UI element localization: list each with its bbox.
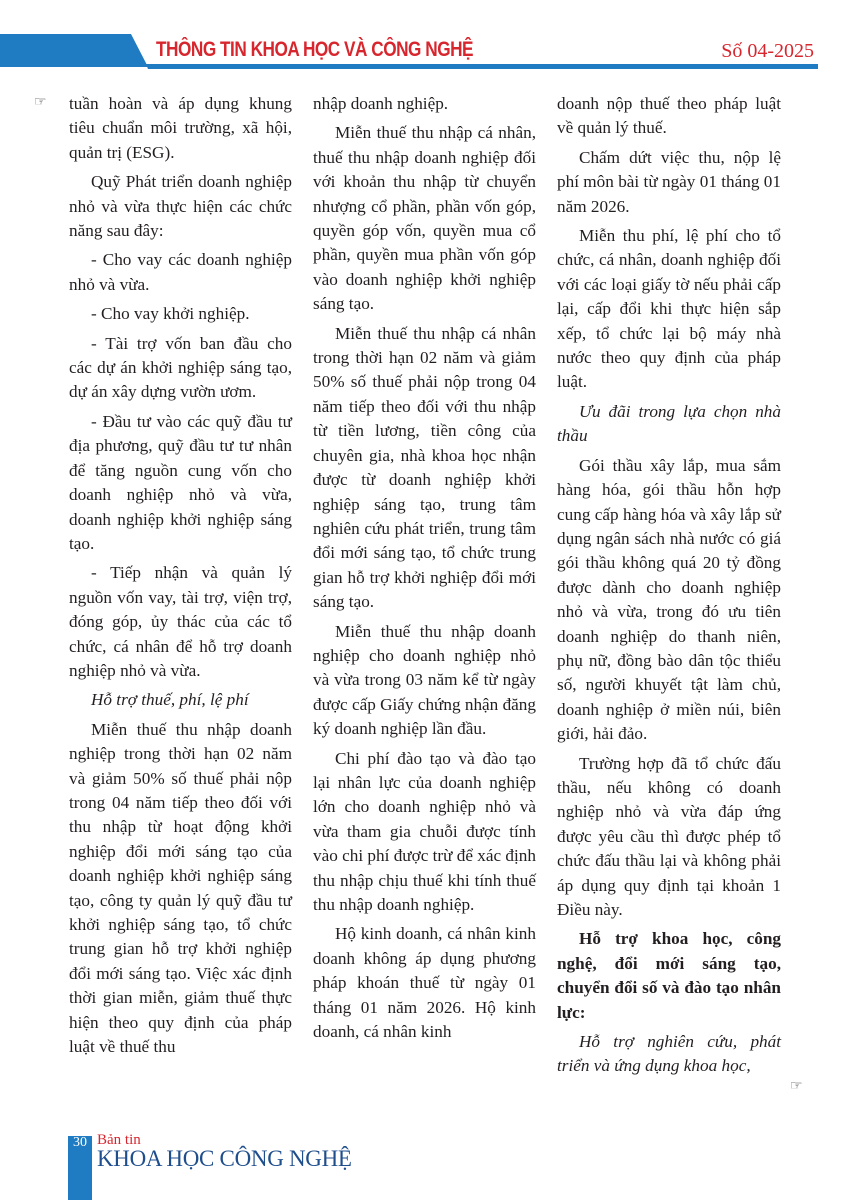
publication-section-title: THÔNG TIN KHOA HỌC VÀ CÔNG NGHỆ bbox=[156, 38, 474, 61]
subheading: Hỗ trợ nghiên cứu, phát triển và ứng dụng khoa học, bbox=[557, 1032, 781, 1076]
list-item: - Tài trợ vốn ban đầu cho các dự án khởi nghiệp sáng tạo, dự án xây dựng vườn ươm. bbox=[69, 333, 292, 402]
paragraph: tuần hoàn và áp dụng khung tiêu chuẩn môi trường, xã hội, quản trị (ESG). bbox=[69, 94, 292, 162]
paragraph: Gói thầu xây lắp, mua sắm hàng hóa, gói thầu hỗn hợp cung cấp hàng hóa và xây lắp sử dụng ngân sách nhà nước có giá gói thầu không quá 20 tỷ đồng được dành cho doanh nghiệp nhỏ và vừa, trong đó ưu tiên doanh nghiệp do thanh niên, phụ nữ, đồng bào dân tộc thiểu số, người khuyết tật làm chủ, doanh nghiệp ở miền núi, biên giới, hải đảo. bbox=[557, 455, 781, 744]
article-column-1 bbox=[69, 92, 292, 1064]
list-item: - Cho vay các doanh nghiệp nhỏ và vừa. bbox=[69, 250, 292, 294]
header-underline bbox=[146, 64, 818, 69]
issue-number: Số 04-2025 bbox=[721, 40, 814, 62]
subheading: Hỗ trợ thuế, phí, lệ phí bbox=[91, 690, 249, 710]
article-column-3 bbox=[557, 92, 781, 1084]
header-banner-shape bbox=[0, 34, 148, 67]
list-item: - Đầu tư vào các quỹ đầu tư địa phương, quỹ đầu tư tư nhân để tăng nguồn cung vốn cho doanh nghiệp nhỏ và vừa, doanh nghiệp khởi nghiệp sáng tạo. bbox=[69, 411, 292, 553]
paragraph: Miễn thuế thu nhập doanh nghiệp trong thời hạn 02 năm và giảm 50% số thuế phải nộp trong 04 năm tiếp theo đối với thu nhập từ hoạt động khởi nghiệp đổi mới sáng tạo của doanh nghiệp khởi nghiệp sáng tạo, công ty quản lý quỹ đầu tư khởi nghiệp sáng tạo, tổ chức trung gian hỗ trợ khởi nghiệp đổi mới sáng tạo. Việc xác định thời gian miễn, giảm thuế thực hiện theo quy định của pháp luật về thuế thu bbox=[69, 719, 292, 1057]
pointing-hand-icon: ☞ bbox=[790, 1079, 803, 1094]
page-number: 30 bbox=[73, 1135, 87, 1150]
paragraph: Chấm dứt việc thu, nộp lệ phí môn bài từ ngày 01 tháng 01 năm 2026. bbox=[557, 147, 781, 216]
paragraph: Quỹ Phát triển doanh nghiệp nhỏ và vừa thực hiện các chức năng sau đây: bbox=[69, 172, 292, 241]
paragraph: Miễn thuế thu nhập cá nhân trong thời hạn 02 năm và giảm 50% số thuế phải nộp trong 04 năm tiếp theo đối với thu nhập từ tiền lương, tiền công của chuyên gia, nhà khoa học nhận được từ doanh nghiệp khởi nghiệp sáng tạo, trung tâm nghiên cứu phát triển, trung tâm đổi mới sáng tạo, tổ chức trung gian hỗ trợ khởi nghiệp đổi mới sáng tạo. bbox=[313, 323, 536, 612]
list-item: - Tiếp nhận và quản lý nguồn vốn vay, tài trợ, viện trợ, đóng góp, ủy thác của các tổ chức, cá nhân để hỗ trợ doanh nghiệp nhỏ và vừa. bbox=[69, 563, 292, 680]
paragraph: Miễn thuế thu nhập doanh nghiệp cho doanh nghiệp nhỏ và vừa trong 03 năm kể từ ngày được cấp Giấy chứng nhận đăng ký doanh nghiệp lần đầu. bbox=[313, 621, 536, 739]
footer-brand-title: KHOA HỌC CÔNG NGHỆ bbox=[97, 1146, 352, 1171]
paragraph: Trường hợp đã tổ chức đấu thầu, nếu không có doanh nghiệp nhỏ và vừa đáp ứng được yêu cầu thì được phép tổ chức đấu thầu lại và không phải áp dụng quy định tại khoản 1 Điều này. bbox=[557, 753, 781, 919]
paragraph: Miễn thu phí, lệ phí cho tổ chức, cá nhân, doanh nghiệp đối với các loại giấy tờ nếu phải cấp lại, cấp đổi khi thực hiện sắp xếp, tổ chức lại bộ máy nhà nước theo quy định của pháp luật. bbox=[557, 226, 781, 392]
paragraph: Chi phí đào tạo và đào tạo lại nhân lực của doanh nghiệp lớn cho doanh nghiệp nhỏ và vừa tham gia chuỗi được tính vào chi phí được trừ để xác định thu nhập chịu thuế khi tính thuế thu nhập doanh nghiệp. bbox=[313, 748, 536, 914]
pointing-hand-icon: ☞ bbox=[34, 95, 47, 110]
paragraph: nhập doanh nghiệp. bbox=[313, 94, 449, 113]
paragraph: doanh nộp thuế theo pháp luật về quản lý thuế. bbox=[557, 94, 781, 138]
list-item: - Cho vay khởi nghiệp. bbox=[91, 304, 250, 324]
paragraph: Miễn thuế thu nhập cá nhân, thuế thu nhập doanh nghiệp đối với khoản thu nhập từ chuyển nhượng cổ phần, phần vốn góp, quyền góp vốn, quyền mua cổ phần, quyền mua phần vốn góp vào doanh nghiệp khởi nghiệp sáng tạo. bbox=[313, 123, 536, 314]
subheading: Ưu đãi trong lựa chọn nhà thầu bbox=[557, 401, 781, 446]
section-heading: Hỗ trợ khoa học, công nghệ, đổi mới sáng tạo, chuyển đổi số và đào tạo nhân lực: bbox=[557, 929, 781, 1022]
paragraph: Hộ kinh doanh, cá nhân kinh doanh không áp dụng phương pháp khoán thuế từ ngày 01 tháng 01 năm 2026. Hộ kinh doanh, cá nhân kinh bbox=[313, 924, 536, 1042]
page-header bbox=[0, 0, 844, 80]
article-column-2 bbox=[313, 92, 536, 1049]
footer-brand-label: Bản tin bbox=[97, 1132, 141, 1148]
